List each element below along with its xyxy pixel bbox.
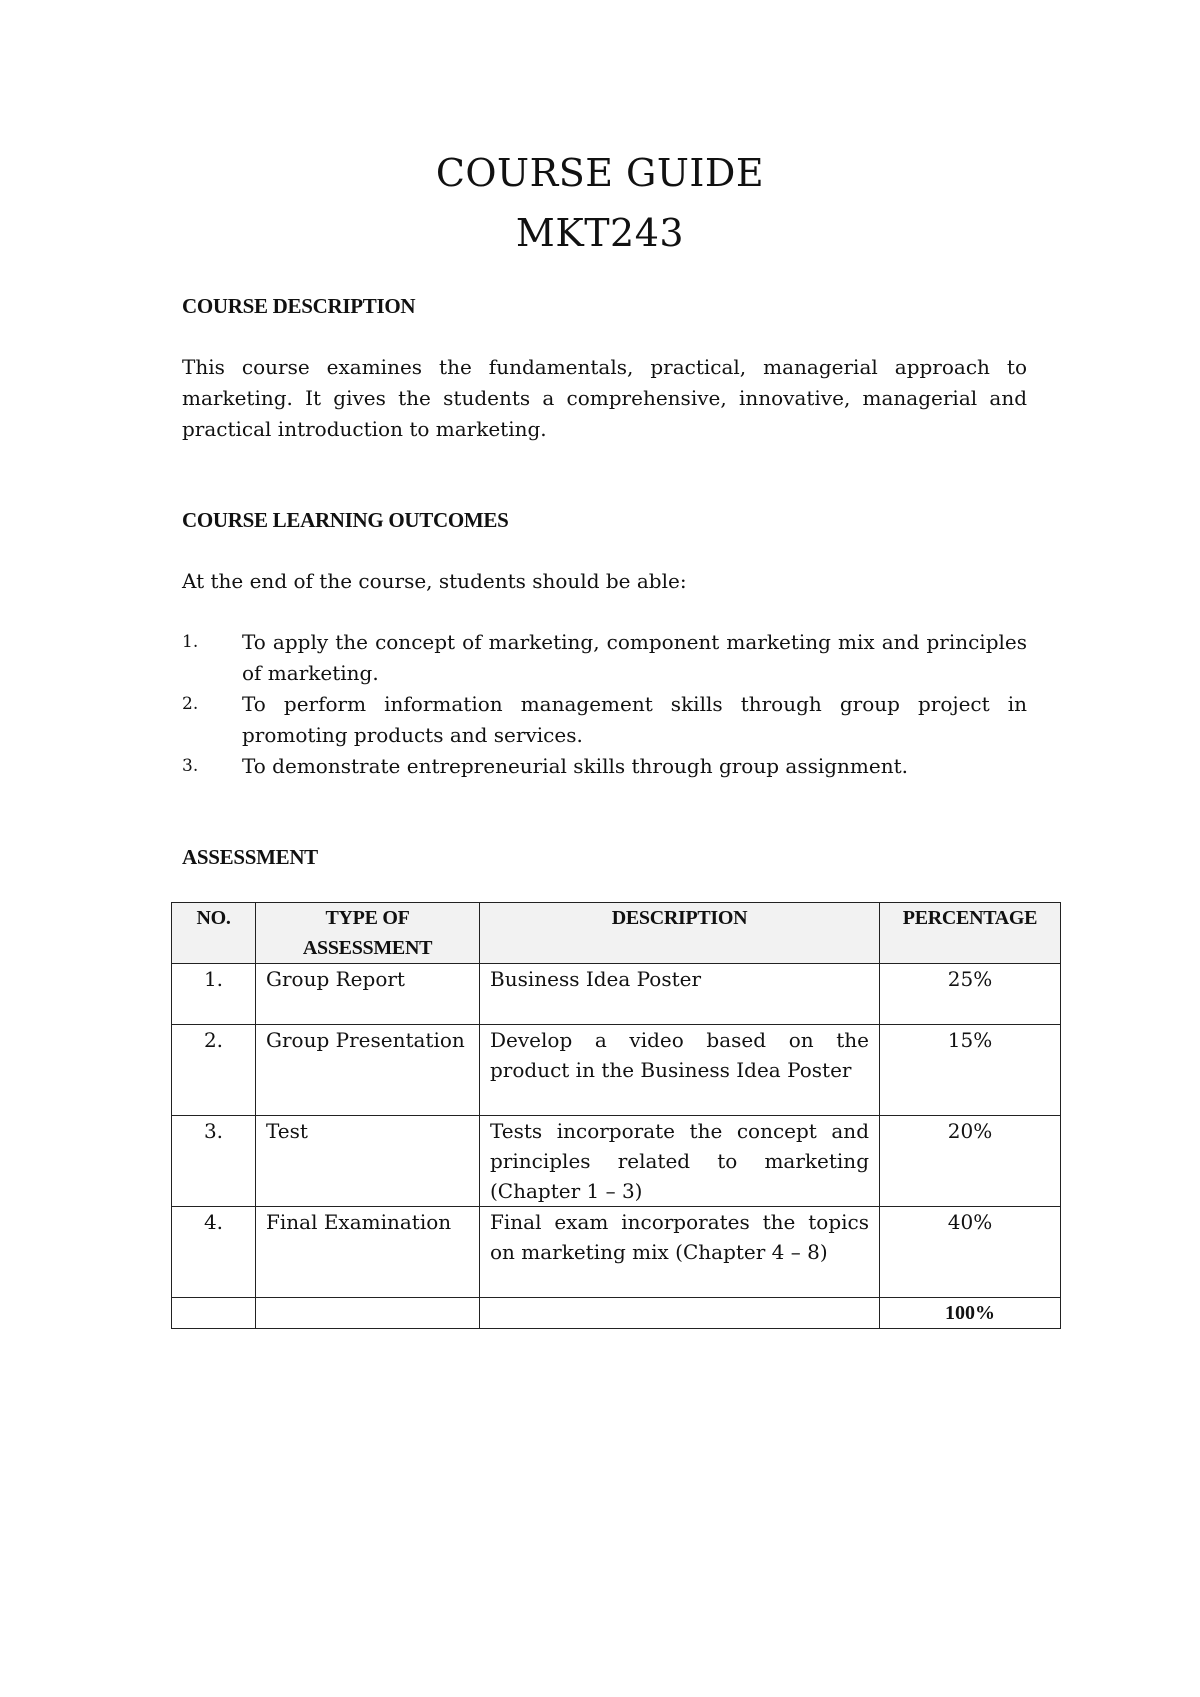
- document-title: COURSE GUIDE: [435, 151, 765, 195]
- table-row: [172, 1025, 1061, 1116]
- column-header-percentage: PERCENTAGE: [880, 903, 1061, 964]
- table-row: [172, 964, 1061, 1025]
- cell-percentage: 25%: [880, 964, 1061, 1025]
- learning-outcomes-list: [182, 627, 1027, 782]
- cell-type: Final Examination: [256, 1207, 480, 1298]
- list-item: [182, 689, 1027, 751]
- cell-type: Group Report: [256, 964, 480, 1025]
- cell-percentage: 20%: [880, 1116, 1061, 1207]
- course-description-heading: COURSE DESCRIPTION: [182, 294, 416, 318]
- cell-description: Final exam incorporates the topics on marketing mix (Chapter 4 – 8): [480, 1207, 880, 1298]
- list-item: [182, 627, 1027, 689]
- list-item-text: To demonstrate entrepreneurial skills through group assignment.: [242, 754, 908, 778]
- course-code: MKT243: [515, 211, 685, 255]
- learning-outcomes-intro: At the end of the course, students should be able:: [182, 569, 687, 593]
- cell-type: Test: [256, 1116, 480, 1207]
- total-percentage: 100%: [880, 1298, 1061, 1329]
- column-header-description: DESCRIPTION: [480, 903, 880, 964]
- learning-outcomes-heading: COURSE LEARNING OUTCOMES: [182, 508, 509, 532]
- column-header-type: TYPE OF ASSESSMENT: [256, 903, 480, 964]
- cell-description: Develop a video based on the product in the Business Idea Poster: [480, 1025, 880, 1116]
- list-item: [182, 751, 1027, 782]
- cell-percentage: 15%: [880, 1025, 1061, 1116]
- assessment-table: [171, 902, 1061, 1329]
- column-header-no: NO.: [172, 903, 256, 964]
- cell-empty: [480, 1298, 880, 1329]
- assessment-heading: ASSESSMENT: [182, 845, 318, 869]
- list-item-text: To perform information management skills through group project in promoting products and services.: [242, 692, 1027, 747]
- cell-empty: [256, 1298, 480, 1329]
- cell-no: 4.: [172, 1207, 256, 1298]
- cell-description: Business Idea Poster: [480, 964, 880, 1025]
- list-item-number: 3.: [182, 756, 199, 776]
- table-header-row: [172, 903, 1061, 964]
- cell-empty: [172, 1298, 256, 1329]
- list-item-number: 1.: [182, 632, 199, 652]
- cell-description: Tests incorporate the concept and principles related to marketing (Chapter 1 – 3): [480, 1116, 880, 1207]
- table-row: [172, 1207, 1061, 1298]
- course-description-text: This course examines the fundamentals, practical, managerial approach to marketing. It gives the students a comprehensive, innovative, managerial and practical introduction to marketing.: [182, 355, 1027, 441]
- table-total-row: [172, 1298, 1061, 1329]
- cell-no: 2.: [172, 1025, 256, 1116]
- list-item-text: To apply the concept of marketing, component marketing mix and principles of marketing.: [242, 630, 1027, 685]
- table-row: [172, 1116, 1061, 1207]
- cell-no: 1.: [172, 964, 256, 1025]
- cell-percentage: 40%: [880, 1207, 1061, 1298]
- list-item-number: 2.: [182, 694, 199, 714]
- cell-no: 3.: [172, 1116, 256, 1207]
- cell-type: Group Presentation: [256, 1025, 480, 1116]
